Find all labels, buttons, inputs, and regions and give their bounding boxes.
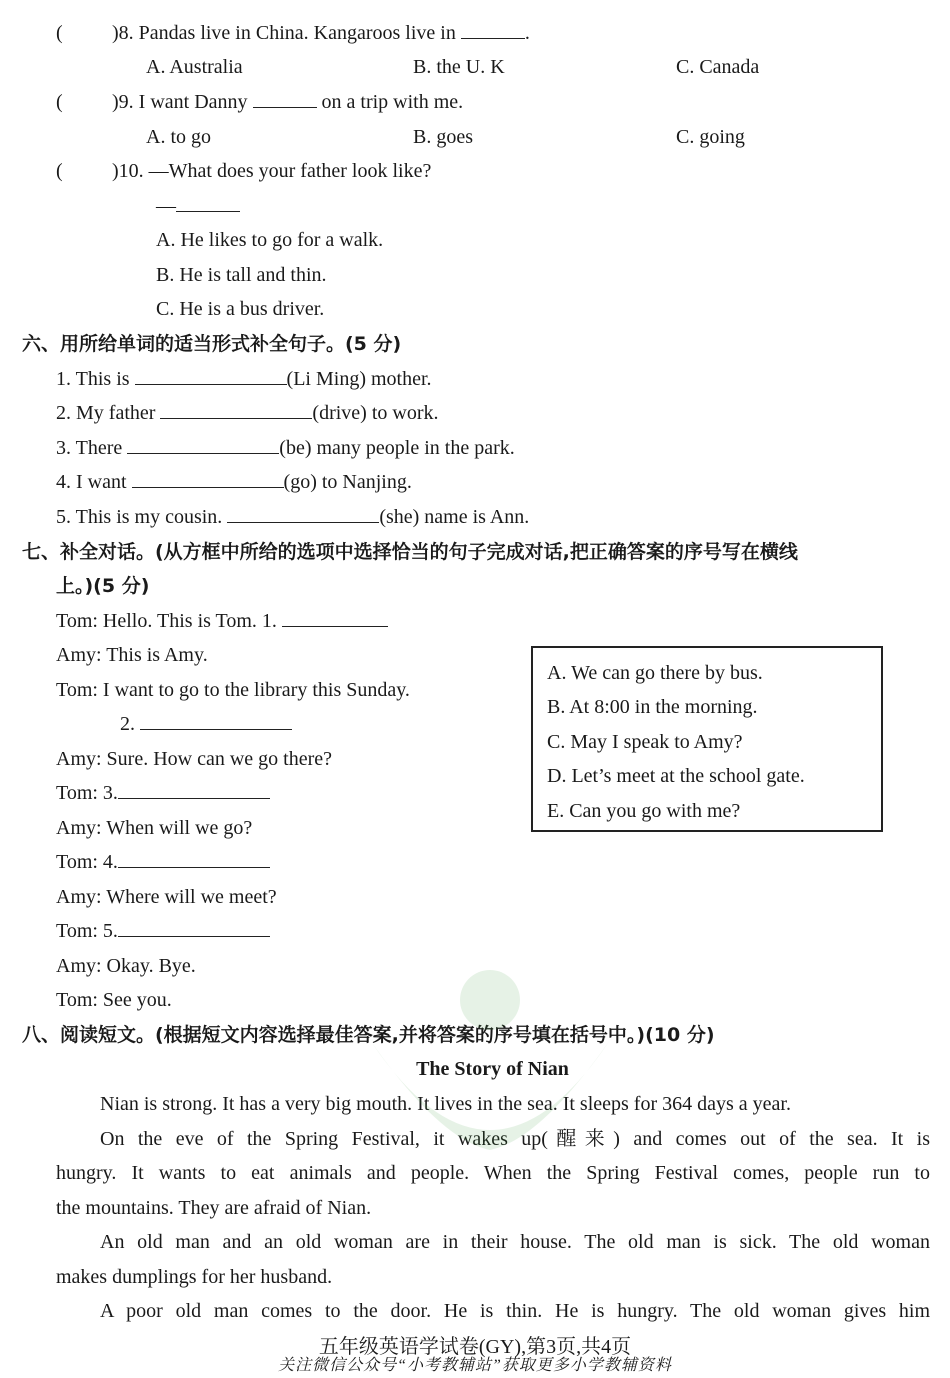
q9-option-a: A. to go bbox=[146, 126, 211, 148]
passage-line-7: A poor old man comes to the door. He is thin. He is hungry. The old woman gives him bbox=[100, 1300, 930, 1322]
dialog-blank-5[interactable] bbox=[118, 918, 270, 937]
q8-end: . bbox=[524, 22, 530, 44]
dialog-line-8-text: Tom: 4. bbox=[56, 851, 118, 873]
sec7-heading-line1: 七、补全对话。(从方框中所给的选项中选择恰当的句子完成对话,把正确答案的序号写在横线 bbox=[22, 541, 798, 563]
sec6-blank-4[interactable] bbox=[132, 469, 284, 488]
dialog-line-9: Amy: Where will we meet? bbox=[56, 886, 277, 908]
dialog-line-2: Amy: This is Amy. bbox=[56, 644, 208, 666]
dialog-blank-4[interactable] bbox=[118, 849, 270, 868]
dialog-line-7: Amy: When will we go? bbox=[56, 817, 253, 839]
dialog-line-6 bbox=[56, 780, 270, 806]
q9-option-c: C. going bbox=[676, 126, 745, 148]
sec6-item-5-pre: 5. This is my cousin. bbox=[56, 506, 223, 528]
dialog-line-1 bbox=[56, 608, 388, 634]
passage-line-2: On the eve of the Spring Festival, it wakes up(醒来) and comes out of the sea. It is bbox=[100, 1128, 930, 1150]
q8-option-b: B. the U. K bbox=[413, 56, 505, 78]
dialog-line-4-text: 2. bbox=[120, 713, 135, 735]
sec6-item-2-post: (drive) to work. bbox=[312, 402, 439, 424]
option-e: E. Can you go with me? bbox=[547, 800, 741, 822]
sec6-blank-3[interactable] bbox=[127, 435, 279, 454]
q9-stem bbox=[112, 89, 463, 115]
q8-option-a: A. Australia bbox=[146, 56, 243, 78]
sec6-item-1 bbox=[56, 366, 432, 392]
option-b: B. At 8:00 in the morning. bbox=[547, 696, 758, 718]
sec6-item-2-pre: 2. My father bbox=[56, 402, 156, 424]
dialog-line-5: Amy: Sure. How can we go there? bbox=[56, 748, 333, 770]
q10-dash: — bbox=[156, 195, 176, 217]
sec6-item-3-pre: 3. There bbox=[56, 437, 123, 459]
passage-line-5: An old man and an old woman are in their house. The old man is sick. The old woman bbox=[100, 1231, 930, 1253]
dialog-line-12: Tom: See you. bbox=[56, 989, 172, 1011]
dialog-line-6-text: Tom: 3. bbox=[56, 782, 118, 804]
sec6-heading: 六、用所给单词的适当形式补全句子。(5 分) bbox=[22, 333, 402, 355]
q8-stem-text: )8. Pandas live in China. Kangaroos live in bbox=[112, 22, 456, 44]
dialog-line-3: Tom: I want to go to the library this Sunday. bbox=[56, 679, 410, 701]
q9-blank[interactable] bbox=[253, 89, 317, 108]
sec6-item-2 bbox=[56, 400, 439, 426]
q10-option-b: B. He is tall and thin. bbox=[156, 264, 327, 286]
passage-line-1: Nian is strong. It has a very big mouth. It lives in the sea. It sleeps for 364 days a year. bbox=[100, 1093, 791, 1115]
sec6-item-3 bbox=[56, 435, 515, 461]
q9-option-b: B. goes bbox=[413, 126, 473, 148]
q10-answer-line bbox=[156, 193, 240, 219]
dialog-line-11: Amy: Okay. Bye. bbox=[56, 955, 196, 977]
q10-stem: )10. —What does your father look like? bbox=[112, 160, 432, 182]
q8-option-c: C. Canada bbox=[676, 56, 760, 78]
dialog-line-10 bbox=[56, 918, 270, 944]
option-a: A. We can go there by bus. bbox=[547, 662, 763, 684]
q9-stem-part2: on a trip with me. bbox=[321, 91, 464, 113]
sec6-item-1-pre: 1. This is bbox=[56, 368, 130, 390]
dialog-blank-3[interactable] bbox=[118, 780, 270, 799]
sec6-blank-2[interactable] bbox=[160, 400, 312, 419]
passage-title: The Story of Nian bbox=[416, 1058, 569, 1080]
q8-paren: ( bbox=[56, 22, 63, 44]
passage-line-6: makes dumplings for her husband. bbox=[56, 1266, 333, 1288]
sec6-item-5 bbox=[56, 504, 529, 530]
dialog-blank-2[interactable] bbox=[140, 711, 292, 730]
q8-stem bbox=[112, 20, 530, 46]
options-box bbox=[531, 646, 883, 832]
sec6-blank-5[interactable] bbox=[227, 504, 379, 523]
sec6-item-4-pre: 4. I want bbox=[56, 471, 127, 493]
option-c: C. May I speak to Amy? bbox=[547, 731, 743, 753]
passage-line-3: hungry. It wants to eat animals and people. When the Spring Festival comes, people run to bbox=[56, 1162, 930, 1184]
dialog-blank-1[interactable] bbox=[282, 608, 388, 627]
q10-paren: ( bbox=[56, 160, 63, 182]
page-footer: 五年级英语学试卷(GY),第3页,共4页 bbox=[318, 1336, 632, 1358]
q9-stem-part1: )9. I want Danny bbox=[112, 91, 248, 113]
dialog-line-1-text: Tom: Hello. This is Tom. 1. bbox=[56, 610, 277, 632]
dialog-line-4 bbox=[120, 711, 292, 737]
q10-blank[interactable] bbox=[176, 193, 240, 212]
sec6-item-3-post: (be) many people in the park. bbox=[279, 437, 515, 459]
q10-option-c: C. He is a bus driver. bbox=[156, 298, 325, 320]
sec6-blank-1[interactable] bbox=[135, 366, 287, 385]
sec7-heading-line2: 上。)(5 分) bbox=[56, 575, 150, 597]
sec6-item-1-post: (Li Ming) mother. bbox=[286, 368, 432, 390]
q9-paren: ( bbox=[56, 91, 63, 113]
sec6-item-4-post: (go) to Nanjing. bbox=[283, 471, 412, 493]
sec6-item-4 bbox=[56, 469, 412, 495]
dialog-line-10-text: Tom: 5. bbox=[56, 920, 118, 942]
sec6-item-5-post: (she) name is Ann. bbox=[379, 506, 530, 528]
dialog-line-8 bbox=[56, 849, 270, 875]
passage-line-4: the mountains. They are afraid of Nian. bbox=[56, 1197, 372, 1219]
q8-blank[interactable] bbox=[461, 20, 525, 39]
promo-footer: 关注微信公众号“小考教辅站”获取更多小学教辅资料 bbox=[278, 1357, 672, 1374]
sec8-heading: 八、阅读短文。(根据短文内容选择最佳答案,并将答案的序号填在括号中。)(10 分) bbox=[22, 1024, 715, 1046]
q10-option-a: A. He likes to go for a walk. bbox=[156, 229, 384, 251]
option-d: D. Let’s meet at the school gate. bbox=[547, 765, 805, 787]
